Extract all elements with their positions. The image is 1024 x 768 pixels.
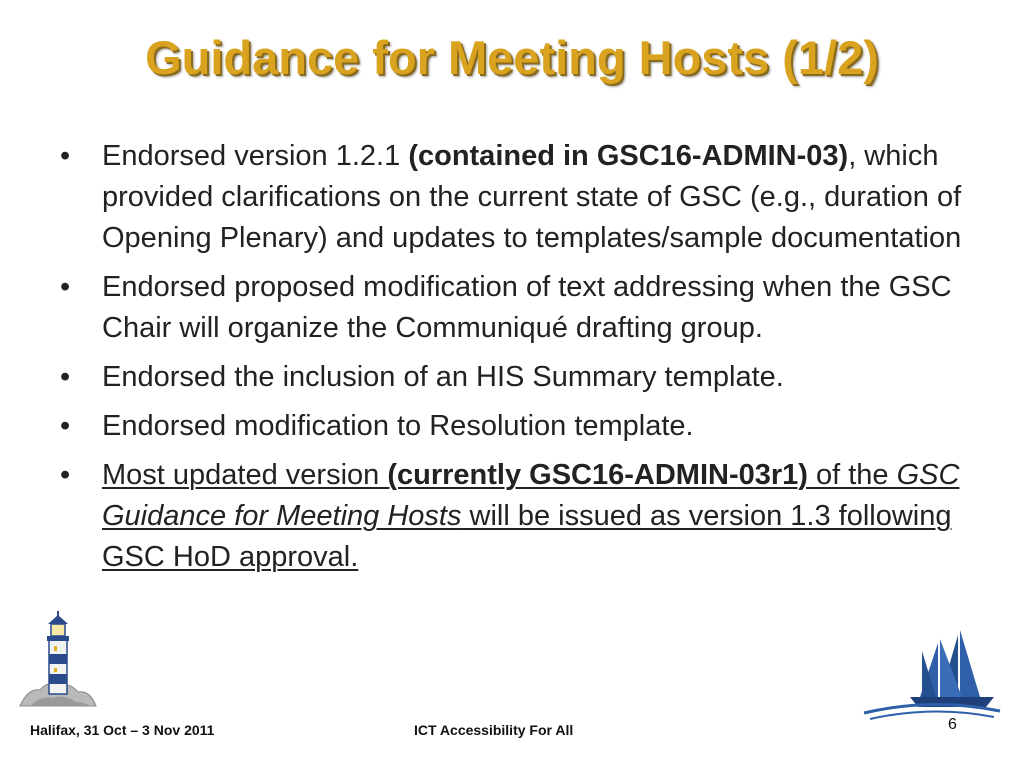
footer-location-date: Halifax, 31 Oct – 3 Nov 2011 xyxy=(30,722,215,738)
bullet-bold-text: (contained in GSC16-ADMIN-03) xyxy=(408,140,849,172)
bullet-list xyxy=(60,136,975,586)
bullet-text: Endorsed modification to Resolution template. xyxy=(102,410,694,442)
bullet-item-2 xyxy=(60,267,975,349)
bullet-italic-text: GSC Guidance for Meeting Hosts xyxy=(102,459,960,532)
bullet-item-5 xyxy=(60,455,975,578)
bullet-marker: • xyxy=(60,459,71,491)
bullet-text: Most updated version xyxy=(102,459,388,491)
bullet-item-3 xyxy=(60,357,975,398)
footer-theme: ICT Accessibility For All xyxy=(414,722,574,738)
bullet-text: Endorsed the inclusion of an HIS Summary template. xyxy=(102,361,784,393)
ship-icon xyxy=(862,625,1002,720)
bullet-bold-text: (currently GSC16-ADMIN-03r1) xyxy=(387,459,808,491)
bullet-item-4 xyxy=(60,406,975,447)
bullet-text: of the xyxy=(807,459,897,491)
bullet-item-1 xyxy=(60,136,975,259)
bullet-marker: • xyxy=(60,271,71,303)
bullet-text: Endorsed proposed modification of text addressing when the GSC Chair will organize the Communiqué drafting group. xyxy=(102,271,952,344)
bullet-marker: • xyxy=(60,410,71,442)
lighthouse-icon xyxy=(18,610,98,710)
bullet-text: Endorsed version 1.2.1 xyxy=(102,140,409,172)
page-number: 6 xyxy=(948,716,957,733)
bullet-text: , which provided clarifications on the current state of GSC (e.g., duration of Opening Plenary) and updates to templates/sample documentation xyxy=(102,140,962,254)
slide-title: Guidance for Meeting Hosts (1/2) xyxy=(145,31,879,84)
bullet-marker: • xyxy=(60,361,71,393)
bullet-marker: • xyxy=(60,140,71,172)
bullet-text: will be issued as version 1.3 following GSC HoD approval. xyxy=(102,500,952,573)
